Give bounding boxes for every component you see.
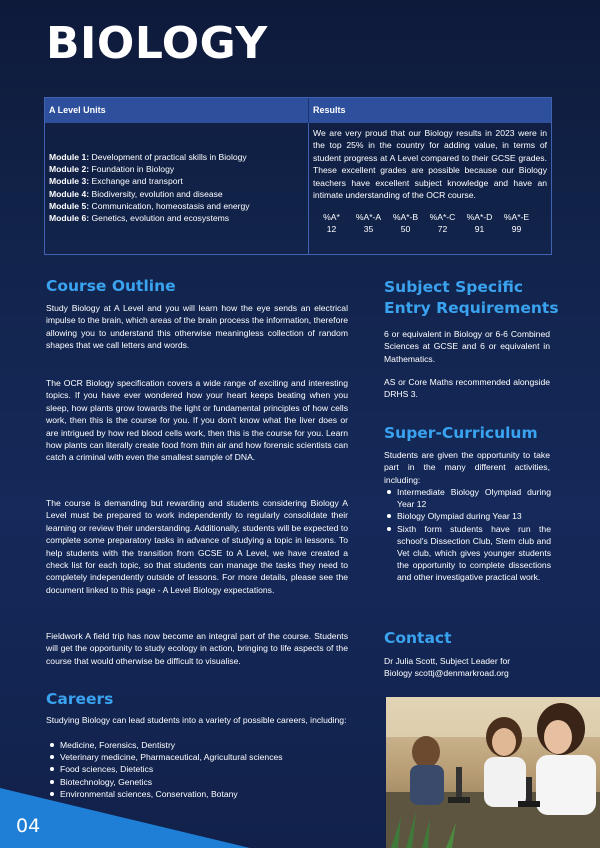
table-header bbox=[45, 98, 551, 123]
page-title: BIOLOGY bbox=[46, 18, 268, 69]
grade-col: %A* 12 bbox=[323, 212, 340, 235]
list-item: Biotechnology, Genetics bbox=[48, 776, 368, 788]
super-curriculum-heading: Super-Curriculum bbox=[384, 424, 538, 442]
module-row: Module 5: Communication, homeostasis and energy bbox=[49, 200, 250, 211]
table-body bbox=[45, 123, 551, 254]
results-text: We are very proud that our Biology results in 2023 were in the top 25% in the country for adding value, in terms of student progress at A Level compared to their GCSE grades. These excellent grades are possible because our Biology teachers have excellent subject knowledge and have an intimate understanding of the OCR course. bbox=[313, 128, 547, 201]
list-item: Veterinary medicine, Pharmaceutical, Agricultural sciences bbox=[48, 751, 368, 763]
lab-photo-illustration bbox=[386, 697, 600, 848]
list-item: Sixth form students have run the school's Dissection Club, Stem club and Vet club, which gives younger students the opportunity to complete dissections and other investigative practical work. bbox=[385, 523, 551, 584]
units-table bbox=[44, 97, 552, 255]
module-row: Module 4: Biodiversity, evolution and disease bbox=[49, 188, 223, 199]
module-row: Module 3: Exchange and transport bbox=[49, 176, 183, 187]
module-row: Module 1: Development of practical skills in Biology bbox=[49, 152, 247, 162]
super-curriculum-list bbox=[385, 486, 551, 584]
students-lab-photo bbox=[386, 697, 600, 848]
course-outline-p2: The OCR Biology specification covers a wide range of exciting and interesting topics. If you have ever wondered how your heart keeps beating when you sleep, how plants grow towards the light or fundamental principles of how cells work, then this is the course for you. If you don't know what the liver does or are intrigued by how red blood cells work, then this is the course for you. Learn how plants can literally create food from thin air and how forensic scientists can catch a criminal with even the smallest sample of DNA. bbox=[46, 378, 348, 463]
careers-heading: Careers bbox=[46, 690, 114, 708]
grade-col: %A*-B 50 bbox=[392, 212, 419, 235]
entry-p2: AS or Core Maths recommended alongside DRHS 3. bbox=[384, 377, 550, 400]
course-outline-p3: The course is demanding but rewarding and students considering Biology A Level must be prepared to work independently to regularly consolidate their learning or review their understanding. Additionally, students will be expected to complete some preparatory tasks in advance of studying a topic in lessons. To help students with the transition from GCSE to A Level, we have created a check list for each topic, so that students can manage the tasks they need to completely independently outside of lessons. For more details, please see the document linked to this page - A Level Biology expectations. bbox=[46, 498, 348, 595]
contact-heading: Contact bbox=[384, 629, 452, 647]
module-row: Module 6: Genetics, evolution and ecosystems bbox=[49, 213, 230, 224]
modules-cell bbox=[45, 123, 309, 254]
course-outline-p4: Fieldwork A field trip has now become an integral part of the course. Students will get the opportunity to study ecology in action, bringing to life aspects of the course that would otherwise be difficult to visualise. bbox=[46, 631, 348, 666]
careers-intro: Studying Biology can lead students into a variety of possible careers, including: bbox=[46, 715, 347, 725]
entry-heading-line1: Subject Specific bbox=[384, 278, 524, 296]
entry-p1: 6 or equivalent in Biology or 6-6 Combined Sciences at GCSE and 6 or equivalent in Mathematics. bbox=[384, 329, 550, 364]
list-item: Intermediate Biology Olympiad during Year 12 bbox=[385, 486, 551, 510]
list-item: Biology Olympiad during Year 13 bbox=[385, 510, 551, 522]
entry-heading-line2: Entry Requirements bbox=[384, 299, 559, 317]
grade-col: %A*-C 72 bbox=[429, 212, 456, 235]
super-curriculum-intro: Students are given the opportunity to take part in the many different activities, including: bbox=[384, 450, 550, 485]
grade-col: %A*-E 99 bbox=[503, 212, 530, 235]
list-item: Environmental sciences, Conservation, Botany bbox=[48, 788, 368, 800]
module-row: Module 2: Foundation in Biology bbox=[49, 164, 175, 175]
list-item: Food sciences, Dietetics bbox=[48, 763, 368, 775]
grade-col: %A*-A 35 bbox=[355, 212, 382, 235]
page-number: 04 bbox=[16, 815, 41, 837]
list-item: Medicine, Forensics, Dentistry bbox=[48, 739, 368, 751]
contact-email[interactable]: Biology scottj@denmarkroad.org bbox=[384, 668, 509, 678]
course-outline-heading: Course Outline bbox=[46, 277, 176, 295]
grade-col: %A*-D 91 bbox=[466, 212, 493, 235]
grades-row bbox=[313, 211, 547, 235]
header-units: A Level Units bbox=[45, 98, 309, 123]
contact-line1: Dr Julia Scott, Subject Leader for bbox=[384, 656, 511, 666]
results-cell bbox=[309, 123, 551, 254]
header-results: Results bbox=[313, 105, 346, 115]
course-outline-p1: Study Biology at A Level and you will learn how the eye sends an electrical impulse to the brain, which areas of the brain process the information, therefore allowing you to understand this otherwise meaningless collection of random shapes that we call letters and words. bbox=[46, 303, 348, 351]
